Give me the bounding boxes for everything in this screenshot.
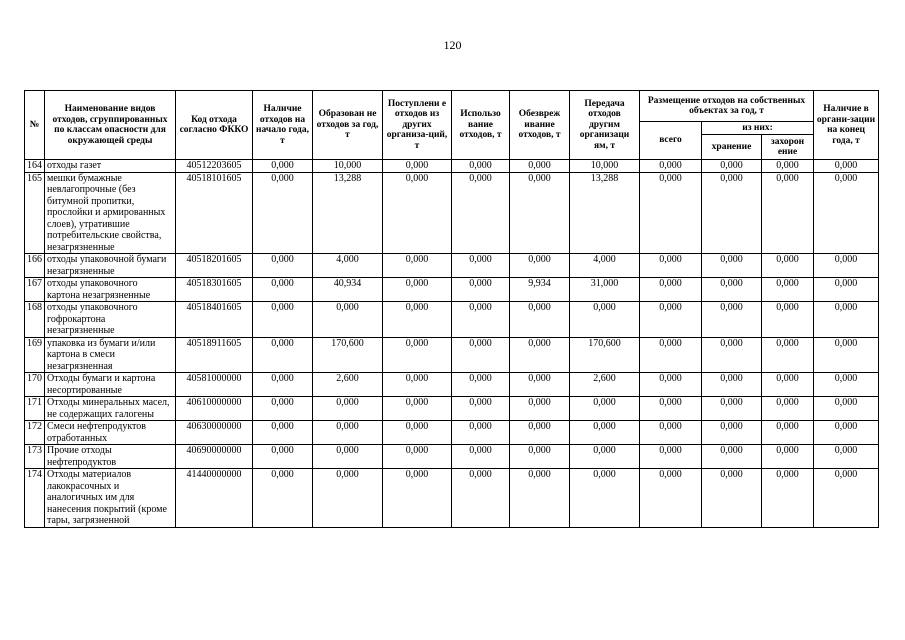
received-amount: 0,000 [383, 373, 452, 397]
transferred-amount: 2,600 [570, 373, 640, 397]
generated-amount: 2,600 [313, 373, 383, 397]
header-num: № [25, 91, 45, 160]
header-total: всего [640, 122, 702, 160]
used-amount: 0,000 [452, 445, 510, 469]
start-amount: 0,000 [253, 373, 313, 397]
placement-total: 0,000 [640, 337, 702, 373]
used-amount: 0,000 [452, 160, 510, 173]
waste-code: 40518911605 [176, 337, 253, 373]
start-amount: 0,000 [253, 421, 313, 445]
waste-name: отходы газет [45, 160, 176, 173]
header-burial: захорон ение [762, 135, 814, 160]
received-amount: 0,000 [383, 278, 452, 302]
table-row [25, 469, 879, 528]
table-body [25, 160, 879, 528]
placement-total: 0,000 [640, 421, 702, 445]
end-amount: 0,000 [814, 172, 879, 254]
header-end: Наличие в органи-зации на конец года, т [814, 91, 879, 160]
neutralized-amount: 0,000 [510, 254, 570, 278]
end-amount: 0,000 [814, 337, 879, 373]
table-row [25, 373, 879, 397]
waste-name: Отходы минеральных масел, не содержащих галогены [45, 397, 176, 421]
burial-amount: 0,000 [762, 302, 814, 338]
received-amount: 0,000 [383, 421, 452, 445]
waste-code: 40512203605 [176, 160, 253, 173]
header-code: Код отхода согласно ФККО [176, 91, 253, 160]
table-row [25, 397, 879, 421]
storage-amount: 0,000 [702, 337, 762, 373]
start-amount: 0,000 [253, 254, 313, 278]
storage-amount: 0,000 [702, 445, 762, 469]
neutralized-amount: 0,000 [510, 469, 570, 528]
received-amount: 0,000 [383, 254, 452, 278]
neutralized-amount: 0,000 [510, 172, 570, 254]
placement-total: 0,000 [640, 397, 702, 421]
row-number: 165 [25, 172, 45, 254]
row-number: 168 [25, 302, 45, 338]
generated-amount: 0,000 [313, 397, 383, 421]
start-amount: 0,000 [253, 160, 313, 173]
transferred-amount: 0,000 [570, 421, 640, 445]
generated-amount: 40,934 [313, 278, 383, 302]
burial-amount: 0,000 [762, 254, 814, 278]
storage-amount: 0,000 [702, 469, 762, 528]
neutralized-amount: 9,934 [510, 278, 570, 302]
transferred-amount: 4,000 [570, 254, 640, 278]
row-number: 173 [25, 445, 45, 469]
received-amount: 0,000 [383, 337, 452, 373]
end-amount: 0,000 [814, 373, 879, 397]
waste-code: 40581000000 [176, 373, 253, 397]
end-amount: 0,000 [814, 469, 879, 528]
transferred-amount: 31,000 [570, 278, 640, 302]
row-number: 171 [25, 397, 45, 421]
generated-amount: 0,000 [313, 302, 383, 338]
burial-amount: 0,000 [762, 172, 814, 254]
used-amount: 0,000 [452, 469, 510, 528]
header-received: Поступлени е отходов из других организа-ций, т [383, 91, 452, 160]
waste-code: 40518101605 [176, 172, 253, 254]
start-amount: 0,000 [253, 337, 313, 373]
waste-name: Отходы бумаги и картона несортированные [45, 373, 176, 397]
transferred-amount: 10,000 [570, 160, 640, 173]
neutralized-amount: 0,000 [510, 302, 570, 338]
received-amount: 0,000 [383, 445, 452, 469]
placement-total: 0,000 [640, 469, 702, 528]
row-number: 166 [25, 254, 45, 278]
table-row [25, 421, 879, 445]
generated-amount: 10,000 [313, 160, 383, 173]
used-amount: 0,000 [452, 373, 510, 397]
waste-code: 40690000000 [176, 445, 253, 469]
header-transferred: Передача отходов другим организаци ям, т [570, 91, 640, 160]
burial-amount: 0,000 [762, 337, 814, 373]
table-row [25, 254, 879, 278]
table-row [25, 337, 879, 373]
received-amount: 0,000 [383, 397, 452, 421]
end-amount: 0,000 [814, 445, 879, 469]
waste-name: отходы упаковочного гофрокартона незагрязненные [45, 302, 176, 338]
storage-amount: 0,000 [702, 254, 762, 278]
generated-amount: 0,000 [313, 421, 383, 445]
header-placement: Размещение отходов на собственных объектах за год, т [640, 91, 814, 122]
neutralized-amount: 0,000 [510, 373, 570, 397]
start-amount: 0,000 [253, 445, 313, 469]
placement-total: 0,000 [640, 254, 702, 278]
burial-amount: 0,000 [762, 397, 814, 421]
used-amount: 0,000 [452, 278, 510, 302]
start-amount: 0,000 [253, 278, 313, 302]
start-amount: 0,000 [253, 469, 313, 528]
row-number: 174 [25, 469, 45, 528]
neutralized-amount: 0,000 [510, 397, 570, 421]
waste-name: отходы упаковочной бумаги незагрязненные [45, 254, 176, 278]
received-amount: 0,000 [383, 302, 452, 338]
waste-code: 41440000000 [176, 469, 253, 528]
placement-total: 0,000 [640, 172, 702, 254]
waste-name: Прочие отходы нефтепродуктов [45, 445, 176, 469]
storage-amount: 0,000 [702, 421, 762, 445]
used-amount: 0,000 [452, 397, 510, 421]
end-amount: 0,000 [814, 278, 879, 302]
waste-code: 40518401605 [176, 302, 253, 338]
transferred-amount: 0,000 [570, 469, 640, 528]
used-amount: 0,000 [452, 337, 510, 373]
row-number: 169 [25, 337, 45, 373]
neutralized-amount: 0,000 [510, 421, 570, 445]
header-neutralized: Обезвреж ивание отходов, т [510, 91, 570, 160]
header-storage: хранение [702, 135, 762, 160]
header-of-which: из них: [702, 122, 814, 135]
storage-amount: 0,000 [702, 278, 762, 302]
header-start: Наличие отходов на начало года, т [253, 91, 313, 160]
transferred-amount: 0,000 [570, 302, 640, 338]
transferred-amount: 0,000 [570, 445, 640, 469]
header-used: Использо вание отходов, т [452, 91, 510, 160]
table-row [25, 160, 879, 173]
waste-table [24, 90, 879, 528]
used-amount: 0,000 [452, 254, 510, 278]
placement-total: 0,000 [640, 445, 702, 469]
start-amount: 0,000 [253, 397, 313, 421]
start-amount: 0,000 [253, 172, 313, 254]
used-amount: 0,000 [452, 302, 510, 338]
waste-code: 40518201605 [176, 254, 253, 278]
end-amount: 0,000 [814, 302, 879, 338]
storage-amount: 0,000 [702, 373, 762, 397]
waste-code: 40610000000 [176, 397, 253, 421]
storage-amount: 0,000 [702, 160, 762, 173]
table-row [25, 302, 879, 338]
row-number: 170 [25, 373, 45, 397]
neutralized-amount: 0,000 [510, 445, 570, 469]
waste-name: Отходы материалов лакокрасочных и аналогичных им для нанесения покрытий (кроме тары, загрязненной [45, 469, 176, 528]
storage-amount: 0,000 [702, 397, 762, 421]
received-amount: 0,000 [383, 469, 452, 528]
received-amount: 0,000 [383, 160, 452, 173]
transferred-amount: 170,600 [570, 337, 640, 373]
table-row [25, 172, 879, 254]
waste-name: мешки бумажные невлагопрочные (без битумной пропитки, прослойки и армированных слоев), утратившие потребительские свойства, незагрязненные [45, 172, 176, 254]
waste-name: упаковка из бумаги и/или картона в смеси незагрязненная [45, 337, 176, 373]
placement-total: 0,000 [640, 302, 702, 338]
transferred-amount: 13,288 [570, 172, 640, 254]
page-number: 120 [443, 38, 462, 52]
burial-amount: 0,000 [762, 278, 814, 302]
waste-code: 40518301605 [176, 278, 253, 302]
received-amount: 0,000 [383, 172, 452, 254]
burial-amount: 0,000 [762, 445, 814, 469]
waste-name: Смеси нефтепродуктов отработанных [45, 421, 176, 445]
storage-amount: 0,000 [702, 302, 762, 338]
generated-amount: 4,000 [313, 254, 383, 278]
placement-total: 0,000 [640, 278, 702, 302]
row-number: 172 [25, 421, 45, 445]
used-amount: 0,000 [452, 172, 510, 254]
storage-amount: 0,000 [702, 172, 762, 254]
end-amount: 0,000 [814, 397, 879, 421]
start-amount: 0,000 [253, 302, 313, 338]
generated-amount: 170,600 [313, 337, 383, 373]
waste-name: отходы упаковочного картона незагрязненные [45, 278, 176, 302]
burial-amount: 0,000 [762, 421, 814, 445]
placement-total: 0,000 [640, 373, 702, 397]
burial-amount: 0,000 [762, 160, 814, 173]
row-number: 167 [25, 278, 45, 302]
neutralized-amount: 0,000 [510, 337, 570, 373]
generated-amount: 0,000 [313, 445, 383, 469]
neutralized-amount: 0,000 [510, 160, 570, 173]
used-amount: 0,000 [452, 421, 510, 445]
burial-amount: 0,000 [762, 373, 814, 397]
burial-amount: 0,000 [762, 469, 814, 528]
generated-amount: 0,000 [313, 469, 383, 528]
header-generated: Образован не отходов за год, т [313, 91, 383, 160]
end-amount: 0,000 [814, 254, 879, 278]
waste-code: 40630000000 [176, 421, 253, 445]
table-header [25, 91, 879, 160]
table-row [25, 445, 879, 469]
placement-total: 0,000 [640, 160, 702, 173]
end-amount: 0,000 [814, 160, 879, 173]
transferred-amount: 0,000 [570, 397, 640, 421]
end-amount: 0,000 [814, 421, 879, 445]
generated-amount: 13,288 [313, 172, 383, 254]
row-number: 164 [25, 160, 45, 173]
header-name: Наименование видов отходов, сгруппированных по классам опасности для окружающей среды [45, 91, 176, 160]
table-row [25, 278, 879, 302]
